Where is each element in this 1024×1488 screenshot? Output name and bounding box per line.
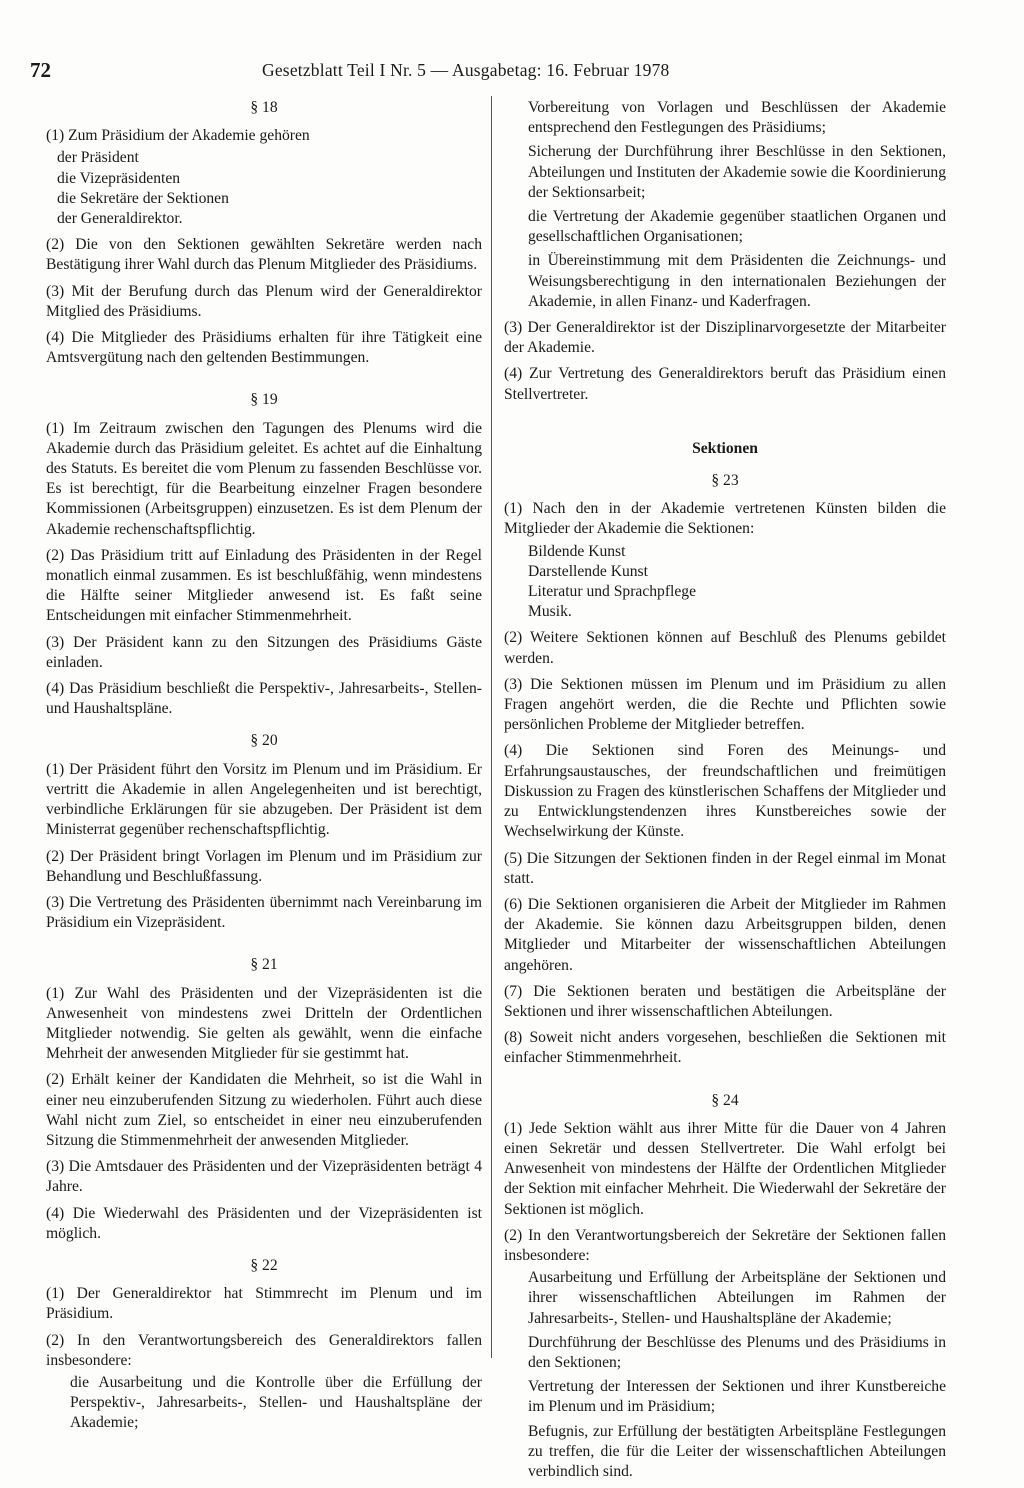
paragraph: (4) Das Präsidium beschließt die Perspektiv-, Jahresarbeits-, Stellen- und Haushaltspläne. xyxy=(46,680,482,718)
list-item: Bildende Kunst xyxy=(528,542,626,560)
paragraph: (4) Die Mitglieder des Präsidiums erhalten für ihre Tätigkeit eine Amtsvergütung nach den geltenden Bestimmungen. xyxy=(46,329,482,367)
secretary-duties-list xyxy=(504,1268,946,1482)
list-item: Befugnis, zur Erfüllung der bestätigten Arbeitspläne Festlegungen zu treffen, die für die Leiter der wissenschaftlichen Abteilungen verbindlich sind. xyxy=(528,1422,946,1480)
paragraph: (1) Der Präsident führt den Vorsitz im Plenum und im Präsidium. Er vertritt die Akademie in allen Angelegenheiten und ist berechtigt, verbindliche Erklärungen für sie abzugeben. Der Präsident ist dem Ministerrat gegenüber rechenschaftspflichtig. xyxy=(46,760,482,839)
header-title: Gesetzblatt Teil I Nr. 5 — Ausgabetag: 16. Februar 1978 xyxy=(262,60,670,80)
paragraph: (7) Die Sektionen beraten und bestätigen die Arbeitspläne der Sektionen und ihrer wissenschaftlichen Abteilungen. xyxy=(504,982,946,1020)
left-column xyxy=(46,98,482,1440)
list-item: die Ausarbeitung und die Kontrolle über die Erfüllung der Perspektiv-, Jahresarbeits-, Stellen- und Haushaltspläne der Akademie; xyxy=(70,1373,482,1432)
list-item: die Vertretung der Akademie gegenüber staatlichen Organen und gesellschaftlichen Organisationen; xyxy=(528,208,946,246)
member-list xyxy=(46,148,482,229)
paragraph: (2) In den Verantwortungsbereich der Sekretäre der Sektionen fallen insbesondere: xyxy=(504,1226,946,1264)
list-item: die Sekretäre der Sektionen xyxy=(57,189,229,207)
paragraph: (4) Die Wiederwahl des Präsidenten und der Vizepräsidenten ist möglich. xyxy=(46,1204,482,1242)
part-title-sektionen: Sektionen xyxy=(692,439,758,457)
paragraph: (2) Erhält keiner der Kandidaten die Mehrheit, so ist die Wahl in einer neu einzuberufenden Sitzung zu wiederholen. Führt auch diese Wahl nicht zum Ziel, so entscheidet in einer neu einzuberufenden Sitzung die Stimmenmehrheit der anwesenden Mitglieder. xyxy=(46,1071,482,1149)
section-heading-18: § 18 xyxy=(250,99,278,116)
paragraph: (4) Die Sektionen sind Foren des Meinungs- und Erfahrungsaustausches, der freundschaftlichen und freimütigen Diskussion zu Fragen des künstlerischen Schaffens der Mitglieder und zu Entwicklungstendenzen ihres Kunstbereiches sowie der Wechselwirkung der Künste. xyxy=(504,742,946,841)
paragraph: (3) Die Amtsdauer des Präsidenten und der Vizepräsidenten beträgt 4 Jahre. xyxy=(46,1158,482,1196)
list-item: Musik. xyxy=(528,603,572,621)
list-item: Sicherung der Durchführung ihrer Beschlüsse in den Sektionen, Abteilungen und Instituten der Akademie sowie die Koordinierung der Sektionsarbeit; xyxy=(528,143,946,201)
page-number: 72 xyxy=(30,58,51,82)
list-item: Vertretung der Interessen der Sektionen und ihrer Kunstbereiche im Plenum und im Präsidium; xyxy=(528,1378,946,1416)
section-heading-21: § 21 xyxy=(250,956,278,974)
list-item: der Generaldirektor. xyxy=(57,210,183,228)
right-column xyxy=(504,98,946,1488)
paragraph: (2) Das Präsidium tritt auf Einladung des Präsidenten in der Regel monatlich einmal zusammen. Es ist beschlußfähig, wenn mindestens die Hälfte seiner Mitglieder anwesend ist. Es faßt seine Entscheidungen mit einfacher Stimmenmehrheit. xyxy=(46,546,482,625)
paragraph: (3) Der Präsident kann zu den Sitzungen des Präsidiums Gäste einladen. xyxy=(46,633,482,671)
paragraph: (2) Die von den Sektionen gewählten Sekretäre werden nach Bestätigung ihrer Wahl durch das Plenum Mitglieder des Präsidiums. xyxy=(46,236,482,274)
sections-list xyxy=(504,542,946,623)
list-item: Ausarbeitung und Erfüllung der Arbeitspläne der Sektionen und ihrer wissenschaftlichen Abteilungen im Rahmen der Jahresarbeits-, Stellen- und Haushaltspläne der Akademie; xyxy=(528,1269,946,1327)
paragraph: (3) Die Vertretung des Präsidenten übernimmt nach Vereinbarung im Präsidium ein Vizepräsident. xyxy=(46,893,482,932)
section-heading-19: § 19 xyxy=(250,391,278,409)
paragraph: (2) In den Verantwortungsbereich des Generaldirektors fallen insbesondere: xyxy=(46,1331,482,1369)
section-heading-20: § 20 xyxy=(250,732,278,750)
paragraph: (1) Nach den in der Akademie vertretenen Künsten bilden die Mitglieder der Akademie die Sektionen: xyxy=(504,500,946,538)
list-item: der Präsident xyxy=(57,149,139,167)
section-heading-23: § 23 xyxy=(711,472,739,490)
paragraph: (2) Weitere Sektionen können auf Beschluß des Plenums gebildet werden. xyxy=(504,629,946,667)
list-item: die Vizepräsidenten xyxy=(57,169,181,187)
list-item: Darstellende Kunst xyxy=(528,562,648,580)
paragraph: (1) Zum Präsidium der Akademie gehören xyxy=(46,127,310,145)
paragraph: (3) Der Generaldirektor ist der Disziplinarvorgesetzte der Mitarbeiter der Akademie. xyxy=(504,319,946,357)
column-divider xyxy=(491,96,492,1358)
paragraph: (2) Der Präsident bringt Vorlagen im Plenum und im Präsidium zur Behandlung und Beschlußfassung. xyxy=(46,847,482,885)
paragraph: (1) Zur Wahl des Präsidenten und der Vizepräsidenten ist die Anwesenheit von mindestens zwei Dritteln der Ordentlichen Mitglieder notwendig. Sie gelten als gewählt, wenn die einfache Mehrheit der anwesenden Mitglieder für sie gestimmt hat. xyxy=(46,984,482,1063)
list-item: in Übereinstimmung mit dem Präsidenten die Zeichnungs- und Weisungsberechtigung in den internationalen Beziehungen der Akademie, in allen Finanz- und Kaderfragen. xyxy=(528,252,946,310)
paragraph: (3) Mit der Berufung durch das Plenum wird der Generaldirektor Mitglied des Präsidiums. xyxy=(46,282,482,320)
paragraph: (5) Die Sitzungen der Sektionen finden in der Regel einmal im Monat statt. xyxy=(504,849,946,887)
paragraph: (4) Zur Vertretung des Generaldirektors beruft das Präsidium einen Stellvertreter. xyxy=(504,365,946,403)
paragraph: (1) Jede Sektion wählt aus ihrer Mitte für die Dauer von 4 Jahren einen Sekretär und dessen Stellvertreter. Die Wahl erfolgt bei Anwesenheit von mindestens der Hälfte der Ordentlichen Mitglieder der Sektion mit einfacher Mehrheit. Die Wiederwahl der Sekretäre der Sektionen ist möglich. xyxy=(504,1119,946,1218)
paragraph: (8) Soweit nicht anders vorgesehen, beschließen die Sektionen mit einfacher Stimmenmehrheit. xyxy=(504,1029,946,1067)
paragraph: (6) Die Sektionen organisieren die Arbeit der Mitglieder im Rahmen der Akademie. Sie können dazu Arbeitsgruppen bilden, denen Mitglieder und Mitarbeiter der wissenschaftlichen Abteilungen angehören. xyxy=(504,895,946,974)
section-heading-22: § 22 xyxy=(250,1256,278,1274)
list-item: Durchführung der Beschlüsse des Plenums und des Präsidiums in den Sektionen; xyxy=(528,1333,946,1371)
paragraph: (1) Im Zeitraum zwischen den Tagungen des Plenums wird die Akademie durch das Präsidium geleitet. Es achtet auf die Einhaltung des Statuts. Es bereitet die vom Plenum zu fassenden Beschlüsse vor. Es ist berechtigt, für die Bearbeitung einzelner Fragen besondere Kommissionen (Arbeitsgruppen) einzusetzen. Es ist dem Plenum der Akademie rechenschaftspflichtig. xyxy=(46,419,482,538)
responsibility-list-continued xyxy=(504,98,946,312)
paragraph: (1) Der Generaldirektor hat Stimmrecht im Plenum und im Präsidium. xyxy=(46,1285,482,1323)
list-item: Literatur und Sprachpflege xyxy=(528,583,696,601)
page-header xyxy=(30,58,984,86)
paragraph: (3) Die Sektionen müssen im Plenum und im Präsidium zu allen Fragen angehört werden, die die Rechte und Pflichten sowie persönlichen Probleme der Mitglieder betreffen. xyxy=(504,675,946,734)
list-item: Vorbereitung von Vorlagen und Beschlüssen der Akademie entsprechend den Festlegungen des Präsidiums; xyxy=(528,99,946,137)
section-heading-24: § 24 xyxy=(711,1091,739,1109)
responsibility-list xyxy=(46,1373,482,1434)
